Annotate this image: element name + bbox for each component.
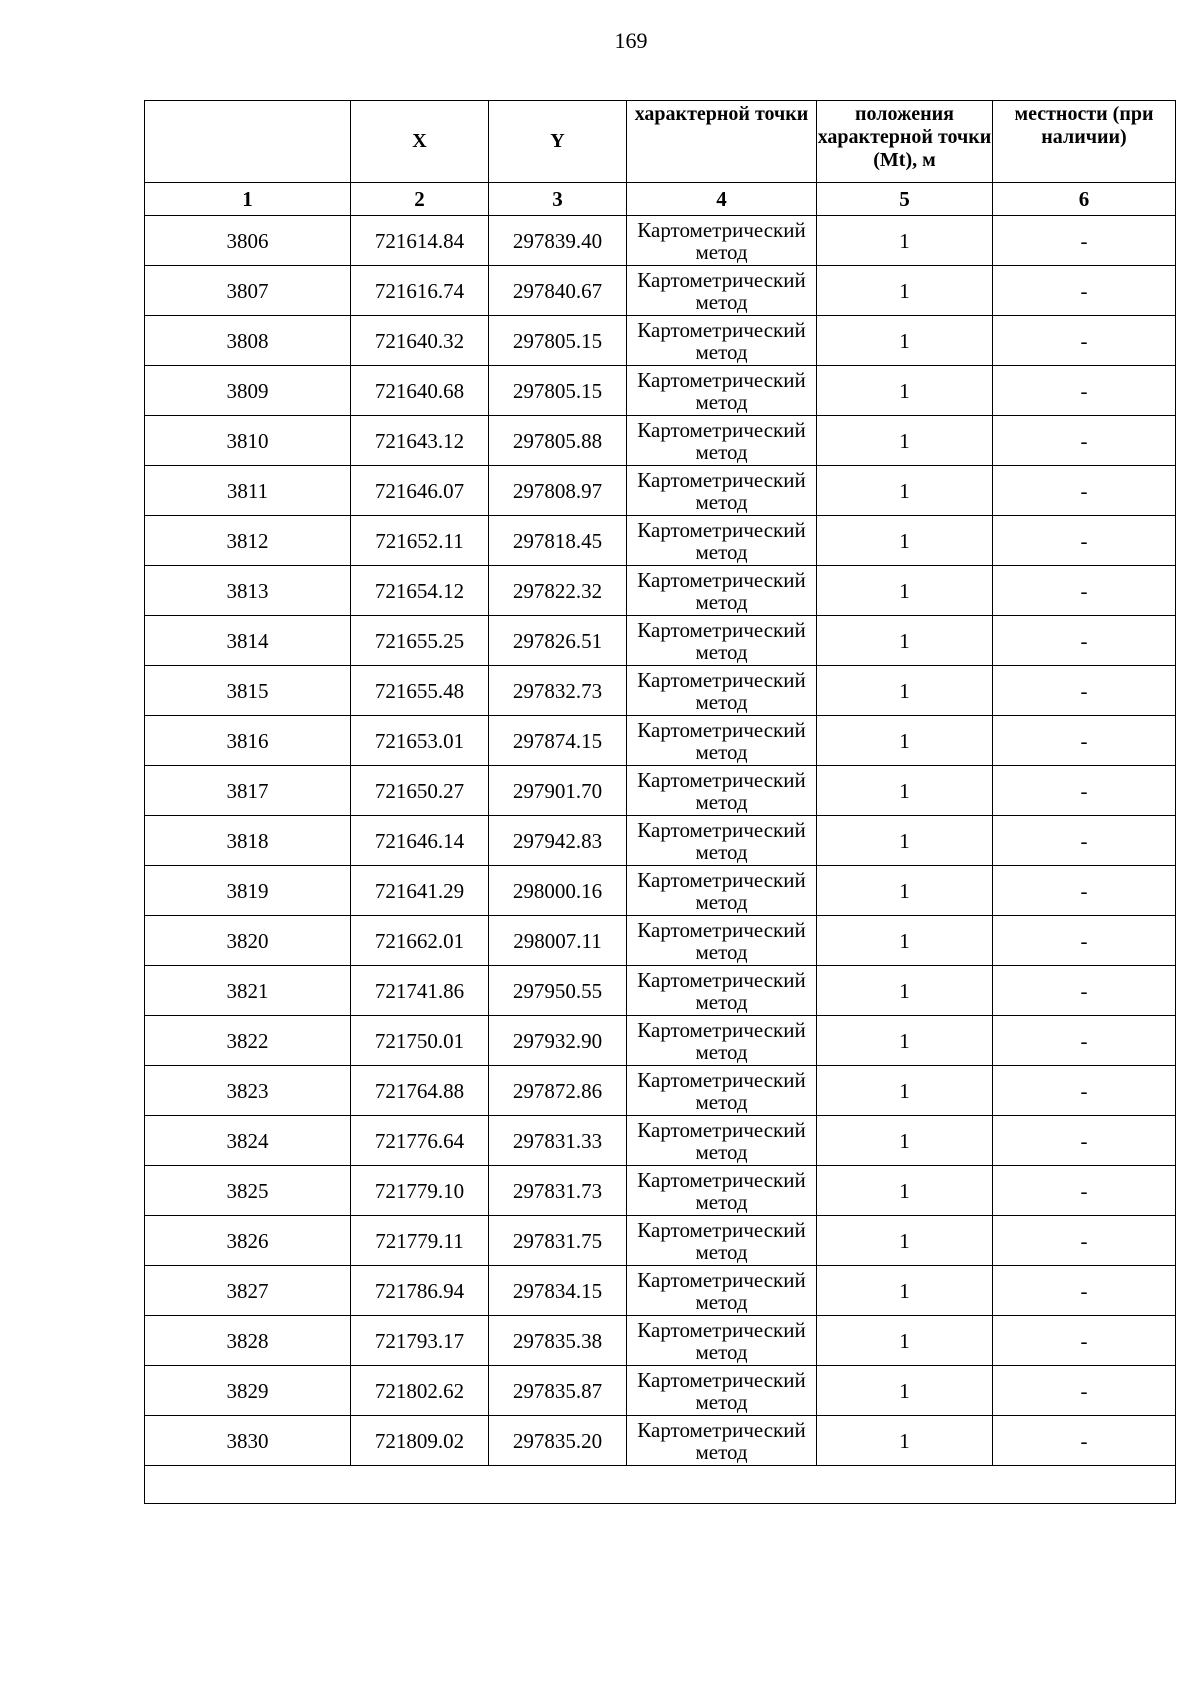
cell-method: Картометрический метод <box>627 566 817 616</box>
cell-point-number: 3820 <box>145 916 351 966</box>
table-row <box>145 766 1176 816</box>
cell-y: 297872.86 <box>489 1066 627 1116</box>
table-row <box>145 816 1176 866</box>
cell-method: Картометрический метод <box>627 866 817 916</box>
cell-description: - <box>993 916 1176 966</box>
cell-description: - <box>993 816 1176 866</box>
table-row <box>145 1416 1176 1466</box>
cell-accuracy: 1 <box>817 666 993 716</box>
cell-point-number: 3812 <box>145 516 351 566</box>
header-cell-accuracy: положения характерной точки (Mt), м <box>817 101 993 183</box>
cell-x: 721776.64 <box>351 1116 489 1166</box>
cell-method: Картометрический метод <box>627 716 817 766</box>
cell-accuracy: 1 <box>817 766 993 816</box>
cell-method: Картометрический метод <box>627 816 817 866</box>
cell-point-number: 3821 <box>145 966 351 1016</box>
empty-footer-row <box>145 1466 1176 1504</box>
cell-method: Картометрический метод <box>627 266 817 316</box>
cell-point-number: 3822 <box>145 1016 351 1066</box>
empty-footer-cell <box>145 1466 1176 1504</box>
cell-point-number: 3810 <box>145 416 351 466</box>
cell-method: Картометрический метод <box>627 1366 817 1416</box>
cell-description: - <box>993 316 1176 366</box>
cell-point-number: 3819 <box>145 866 351 916</box>
cell-x: 721643.12 <box>351 416 489 466</box>
cell-y: 297818.45 <box>489 516 627 566</box>
cell-accuracy: 1 <box>817 1266 993 1316</box>
cell-description: - <box>993 1216 1176 1266</box>
cell-x: 721655.48 <box>351 666 489 716</box>
cell-point-number: 3829 <box>145 1366 351 1416</box>
cell-x: 721750.01 <box>351 1016 489 1066</box>
cell-x: 721646.07 <box>351 466 489 516</box>
cell-point-number: 3811 <box>145 466 351 516</box>
column-number: 2 <box>351 183 489 216</box>
cell-description: - <box>993 1116 1176 1166</box>
cell-point-number: 3816 <box>145 716 351 766</box>
cell-description: - <box>993 416 1176 466</box>
page-number: 169 <box>614 28 648 53</box>
cell-description: - <box>993 766 1176 816</box>
column-number: 3 <box>489 183 627 216</box>
cell-description: - <box>993 1316 1176 1366</box>
table-row <box>145 316 1176 366</box>
column-number: 4 <box>627 183 817 216</box>
table-row <box>145 1216 1176 1266</box>
cell-y: 297805.15 <box>489 366 627 416</box>
cell-accuracy: 1 <box>817 1166 993 1216</box>
cell-description: - <box>993 1366 1176 1416</box>
cell-method: Картометрический метод <box>627 1316 817 1366</box>
cell-y: 298000.16 <box>489 866 627 916</box>
cell-description: - <box>993 966 1176 1016</box>
table-row <box>145 866 1176 916</box>
cell-description: - <box>993 1066 1176 1116</box>
cell-point-number: 3825 <box>145 1166 351 1216</box>
column-number-row <box>145 183 1176 216</box>
cell-accuracy: 1 <box>817 1016 993 1066</box>
cell-point-number: 3813 <box>145 566 351 616</box>
cell-method: Картометрический метод <box>627 516 817 566</box>
cell-x: 721779.11 <box>351 1216 489 1266</box>
cell-x: 721646.14 <box>351 816 489 866</box>
cell-method: Картометрический метод <box>627 666 817 716</box>
cell-x: 721802.62 <box>351 1366 489 1416</box>
header-cell-x: X <box>351 101 489 183</box>
cell-method: Картометрический метод <box>627 316 817 366</box>
cell-point-number: 3806 <box>145 216 351 266</box>
table-row <box>145 1166 1176 1216</box>
table-row <box>145 1366 1176 1416</box>
cell-x: 721641.29 <box>351 866 489 916</box>
cell-description: - <box>993 266 1176 316</box>
cell-method: Картометрический метод <box>627 1416 817 1466</box>
cell-x: 721614.84 <box>351 216 489 266</box>
cell-method: Картометрический метод <box>627 1016 817 1066</box>
table-body <box>145 216 1176 1466</box>
cell-description: - <box>993 1266 1176 1316</box>
cell-y: 297832.73 <box>489 666 627 716</box>
cell-point-number: 3814 <box>145 616 351 666</box>
cell-description: - <box>993 616 1176 666</box>
cell-y: 297901.70 <box>489 766 627 816</box>
table-row <box>145 1016 1176 1066</box>
cell-accuracy: 1 <box>817 1066 993 1116</box>
cell-accuracy: 1 <box>817 1216 993 1266</box>
cell-x: 721741.86 <box>351 966 489 1016</box>
cell-x: 721640.68 <box>351 366 489 416</box>
table-row <box>145 366 1176 416</box>
table-row <box>145 466 1176 516</box>
table-row <box>145 616 1176 666</box>
cell-accuracy: 1 <box>817 566 993 616</box>
cell-accuracy: 1 <box>817 466 993 516</box>
cell-x: 721650.27 <box>351 766 489 816</box>
table-row <box>145 1316 1176 1366</box>
cell-y: 297835.38 <box>489 1316 627 1366</box>
cell-point-number: 3826 <box>145 1216 351 1266</box>
cell-accuracy: 1 <box>817 866 993 916</box>
header-cell-point-number <box>145 101 351 183</box>
cell-description: - <box>993 1416 1176 1466</box>
cell-method: Картометрический метод <box>627 1116 817 1166</box>
cell-description: - <box>993 666 1176 716</box>
cell-accuracy: 1 <box>817 816 993 866</box>
header-cell-y: Y <box>489 101 627 183</box>
cell-point-number: 3807 <box>145 266 351 316</box>
table-header-row <box>145 101 1176 183</box>
cell-point-number: 3824 <box>145 1116 351 1166</box>
cell-point-number: 3823 <box>145 1066 351 1116</box>
table-row <box>145 566 1176 616</box>
cell-y: 297950.55 <box>489 966 627 1016</box>
cell-y: 297874.15 <box>489 716 627 766</box>
cell-method: Картометрический метод <box>627 916 817 966</box>
table-row <box>145 216 1176 266</box>
cell-accuracy: 1 <box>817 366 993 416</box>
cell-accuracy: 1 <box>817 616 993 666</box>
cell-y: 297831.75 <box>489 1216 627 1266</box>
table-row <box>145 716 1176 766</box>
cell-x: 721764.88 <box>351 1066 489 1116</box>
cell-y: 297835.87 <box>489 1366 627 1416</box>
cell-accuracy: 1 <box>817 716 993 766</box>
cell-description: - <box>993 366 1176 416</box>
cell-accuracy: 1 <box>817 1416 993 1466</box>
cell-point-number: 3830 <box>145 1416 351 1466</box>
cell-y: 297805.15 <box>489 316 627 366</box>
cell-x: 721655.25 <box>351 616 489 666</box>
cell-y: 297805.88 <box>489 416 627 466</box>
coordinates-table <box>144 100 1176 1504</box>
cell-y: 297840.67 <box>489 266 627 316</box>
cell-y: 297831.33 <box>489 1116 627 1166</box>
header-cell-description: местности (при наличии) <box>993 101 1176 183</box>
table-row <box>145 966 1176 1016</box>
cell-x: 721640.32 <box>351 316 489 366</box>
cell-method: Картометрический метод <box>627 1266 817 1316</box>
cell-x: 721662.01 <box>351 916 489 966</box>
cell-accuracy: 1 <box>817 516 993 566</box>
cell-description: - <box>993 866 1176 916</box>
cell-point-number: 3817 <box>145 766 351 816</box>
cell-point-number: 3828 <box>145 1316 351 1366</box>
cell-accuracy: 1 <box>817 966 993 1016</box>
cell-method: Картометрический метод <box>627 1216 817 1266</box>
cell-accuracy: 1 <box>817 1366 993 1416</box>
cell-y: 297826.51 <box>489 616 627 666</box>
table-row <box>145 666 1176 716</box>
cell-method: Картометрический метод <box>627 1066 817 1116</box>
cell-accuracy: 1 <box>817 916 993 966</box>
table-row <box>145 516 1176 566</box>
cell-point-number: 3818 <box>145 816 351 866</box>
cell-point-number: 3827 <box>145 1266 351 1316</box>
cell-method: Картометрический метод <box>627 216 817 266</box>
cell-description: - <box>993 216 1176 266</box>
cell-x: 721786.94 <box>351 1266 489 1316</box>
cell-method: Картометрический метод <box>627 966 817 1016</box>
cell-method: Картометрический метод <box>627 466 817 516</box>
cell-description: - <box>993 516 1176 566</box>
table-row <box>145 916 1176 966</box>
column-number: 5 <box>817 183 993 216</box>
table-row <box>145 1266 1176 1316</box>
cell-description: - <box>993 1166 1176 1216</box>
table-row <box>145 1116 1176 1166</box>
cell-x: 721653.01 <box>351 716 489 766</box>
cell-x: 721652.11 <box>351 516 489 566</box>
cell-method: Картометрический метод <box>627 766 817 816</box>
cell-x: 721793.17 <box>351 1316 489 1366</box>
cell-method: Картометрический метод <box>627 1166 817 1216</box>
cell-point-number: 3808 <box>145 316 351 366</box>
cell-y: 297932.90 <box>489 1016 627 1066</box>
cell-y: 297942.83 <box>489 816 627 866</box>
cell-description: - <box>993 566 1176 616</box>
cell-accuracy: 1 <box>817 1316 993 1366</box>
cell-y: 297834.15 <box>489 1266 627 1316</box>
cell-description: - <box>993 466 1176 516</box>
cell-accuracy: 1 <box>817 266 993 316</box>
cell-x: 721779.10 <box>351 1166 489 1216</box>
cell-method: Картометрический метод <box>627 616 817 666</box>
table-row <box>145 416 1176 466</box>
cell-description: - <box>993 716 1176 766</box>
cell-y: 297831.73 <box>489 1166 627 1216</box>
cell-method: Картометрический метод <box>627 366 817 416</box>
cell-x: 721654.12 <box>351 566 489 616</box>
cell-x: 721809.02 <box>351 1416 489 1466</box>
cell-y: 297822.32 <box>489 566 627 616</box>
column-number: 1 <box>145 183 351 216</box>
cell-point-number: 3809 <box>145 366 351 416</box>
cell-accuracy: 1 <box>817 416 993 466</box>
cell-accuracy: 1 <box>817 1116 993 1166</box>
cell-method: Картометрический метод <box>627 416 817 466</box>
cell-y: 297839.40 <box>489 216 627 266</box>
cell-y: 297835.20 <box>489 1416 627 1466</box>
cell-accuracy: 1 <box>817 216 993 266</box>
cell-point-number: 3815 <box>145 666 351 716</box>
header-cell-method: характерной точки <box>627 101 817 183</box>
cell-description: - <box>993 1016 1176 1066</box>
table-row <box>145 1066 1176 1116</box>
cell-y: 298007.11 <box>489 916 627 966</box>
column-number: 6 <box>993 183 1176 216</box>
cell-x: 721616.74 <box>351 266 489 316</box>
cell-y: 297808.97 <box>489 466 627 516</box>
cell-accuracy: 1 <box>817 316 993 366</box>
table-row <box>145 266 1176 316</box>
